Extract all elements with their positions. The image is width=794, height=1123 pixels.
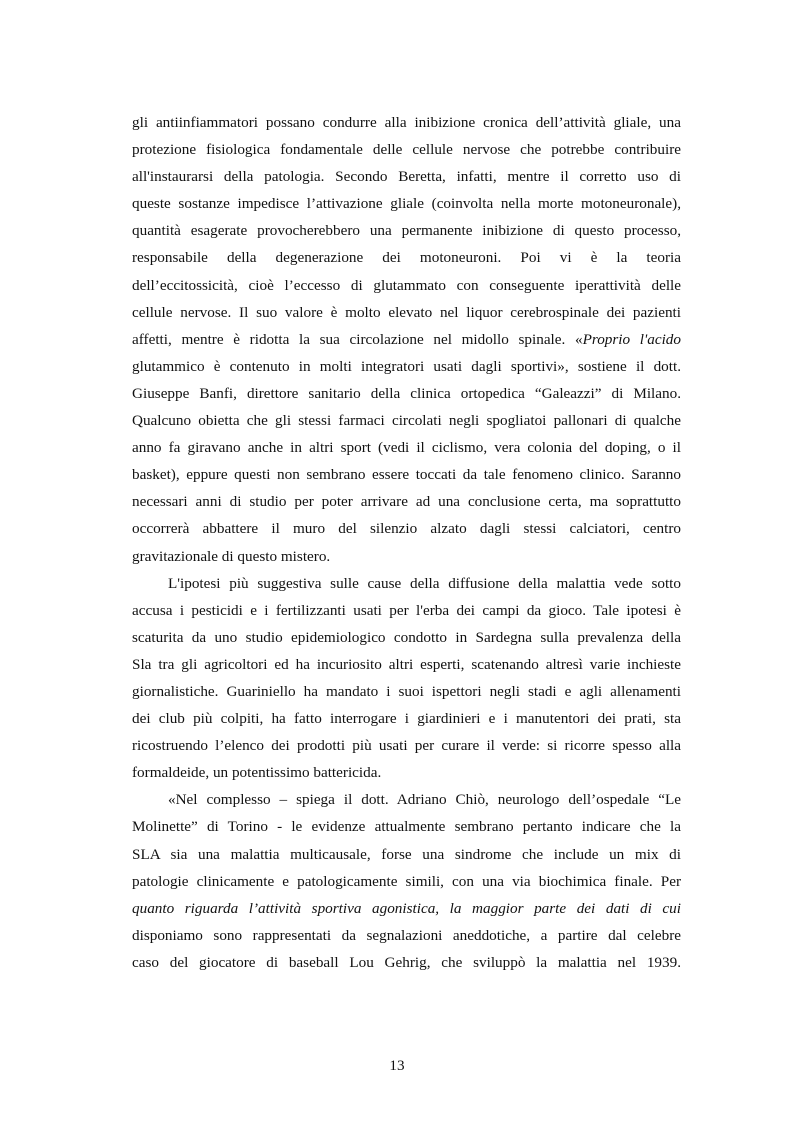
text-line: basket), eppure questi non sembrano essere toccati da tale fenomeno clinico. Saranno bbox=[132, 466, 681, 484]
text-line: scaturita da uno studio epidemiologico condotto in Sardegna sulla prevalenza della bbox=[132, 628, 681, 646]
text-line: queste sostanze impedisce l’attivazione gliale (coinvolta nella morte motoneuronale), bbox=[132, 195, 681, 213]
text-line: «Nel complesso – spiega il dott. Adriano Chiò, neurologo dell’ospedale “Le bbox=[168, 791, 681, 809]
text-line bbox=[132, 326, 681, 353]
text-line: formaldeide, un potentissimo battericida. bbox=[132, 764, 382, 782]
text-line: SLA sia una malattia multicausale, forse una sindrome che include un mix di bbox=[132, 845, 681, 863]
text-line: all'instaurarsi della patologia. Secondo Beretta, infatti, mentre il corretto uso di bbox=[132, 168, 681, 186]
page-number: 13 bbox=[389, 1057, 405, 1074]
text-segment: affetti, mentre è ridotta la sua circolazione nel midollo spinale. « bbox=[132, 330, 583, 348]
text-line: ricostruendo l’elenco dei prodotti più usati per curare il verde: si ricorre spesso alla bbox=[132, 737, 681, 755]
text-line: dei club più colpiti, ha fatto interrogare i giardinieri e i manutentori dei prati, sta bbox=[132, 710, 681, 728]
text-line: protezione fisiologica fondamentale delle cellule nervose che potrebbe contribuire bbox=[132, 141, 681, 159]
text-line: Molinette” di Torino - le evidenze attualmente sembrano pertanto indicare che la bbox=[132, 818, 681, 836]
text-line: occorrerà abbattere il muro del silenzio alzato dagli stessi calciatori, centro bbox=[132, 520, 681, 538]
text-line: Giuseppe Banfi, direttore sanitario della clinica ortopedica “Galeazzi” di Milano. bbox=[132, 384, 681, 402]
italic-quote: Proprio l'acido bbox=[582, 330, 681, 348]
text-line: anno fa giravano anche in altri sport (vedi il ciclismo, vera colonia del doping, o il bbox=[132, 439, 681, 457]
text-line: quantità esagerate provocherebbero una permanente inibizione di questo processo, bbox=[132, 222, 681, 240]
text-line: giornalistiche. Guariniello ha mandato i suoi ispettori negli stadi e agli allenamenti bbox=[132, 682, 681, 700]
body-text bbox=[132, 109, 681, 976]
text-line: patologie clinicamente e patologicamente simili, con una via biochimica finale. Per bbox=[132, 872, 681, 890]
text-line: gravitazionale di questo mistero. bbox=[132, 547, 331, 565]
text-line: cellule nervose. Il suo valore è molto elevato nel liquor cerebrospinale dei pazienti bbox=[132, 303, 681, 321]
text-line: necessari anni di studio per poter arrivare ad una conclusione certa, ma soprattutto bbox=[132, 493, 681, 511]
italic-text: quanto riguarda l’attività sportiva agonistica, la maggior parte dei dati di cui bbox=[132, 899, 681, 917]
text-line: dell’eccitossicità, cioè l’eccesso di glutammato con conseguente iperattività delle bbox=[132, 276, 681, 294]
text-line: glutammico è contenuto in molti integratori usati dagli sportivi», sostiene il dott. bbox=[132, 357, 681, 375]
text-line: gli antiinfiammatori possano condurre alla inibizione cronica dell’attività gliale, una bbox=[132, 114, 681, 131]
text-line: disponiamo sono rappresentati da segnalazioni aneddotiche, a partire dal celebre bbox=[132, 926, 681, 944]
text-line: accusa i pesticidi e i fertilizzanti usati per l'erba dei campi da gioco. Tale ipotesi è bbox=[132, 601, 681, 619]
text-line: Sla tra gli agricoltori ed ha incuriosito altri esperti, scatenando altresì varie inchieste bbox=[132, 655, 681, 673]
text-line bbox=[132, 895, 681, 922]
text-line: responsabile della degenerazione dei motoneuroni. Poi vi è la teoria bbox=[132, 249, 681, 267]
text-line: Qualcuno obietta che gli stessi farmaci circolati negli spogliatoi pallonari di qualche bbox=[132, 412, 681, 430]
text-line: caso del giocatore di baseball Lou Gehrig, che sviluppò la malattia nel 1939. bbox=[132, 953, 681, 971]
text-line: L'ipotesi più suggestiva sulle cause della diffusione della malattia vede sotto bbox=[168, 574, 681, 592]
